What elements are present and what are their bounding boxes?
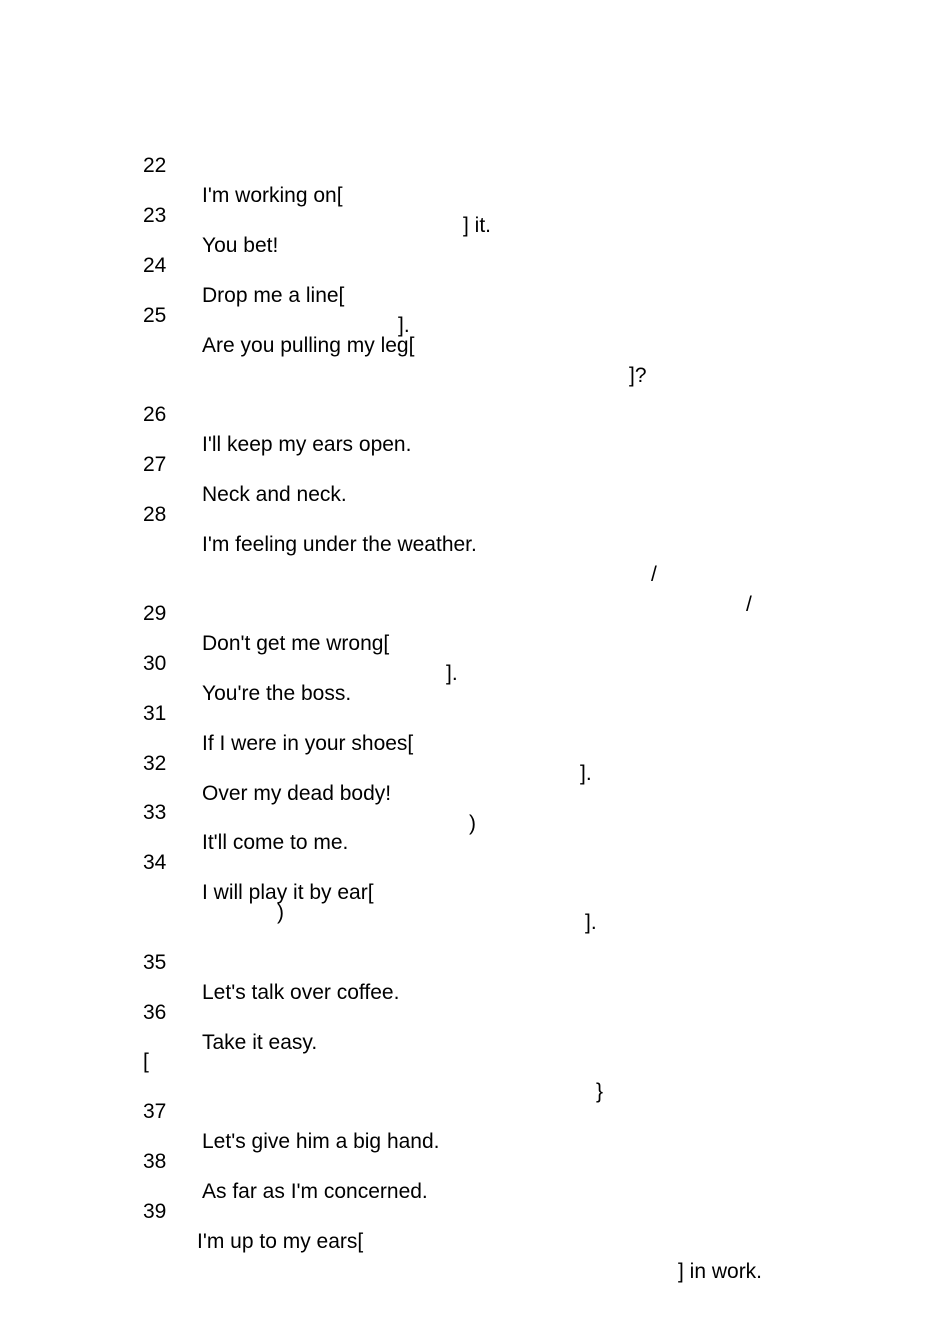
item-tail: ].: [446, 662, 458, 685]
item-text: I'm feeling under the weather.: [202, 533, 477, 556]
list-item: [0, 968, 950, 1054]
item-number: 29: [143, 602, 167, 625]
list-item: [0, 768, 950, 854]
item-number: 31: [143, 702, 167, 725]
item-text: Let's give him a big hand.: [202, 1130, 440, 1153]
continuation-line: [0, 868, 950, 924]
item-number: 38: [143, 1150, 167, 1173]
item-tail: ]?: [629, 364, 647, 387]
item-text: Over my dead body!: [202, 782, 392, 805]
item-text: Don't get me wrong[: [202, 632, 390, 655]
note-open-bracket: [: [143, 1050, 149, 1073]
item-text: If I were in your shoes[: [202, 732, 414, 755]
note-line: [0, 1017, 950, 1103]
item-tail: ] in work.: [678, 1260, 763, 1283]
item-number: 32: [143, 752, 167, 775]
item-text: It'll come to me.: [202, 831, 349, 854]
note-close-brace: }: [596, 1080, 604, 1103]
item-text: Drop me a line[: [202, 284, 345, 307]
item-tail: ].: [580, 762, 592, 785]
item-tail: ] it.: [463, 214, 492, 237]
item-number: 23: [143, 204, 167, 227]
item-text: Neck and neck.: [202, 483, 347, 506]
list-item: [0, 370, 950, 456]
item-number: 27: [143, 453, 167, 476]
item-number: 28: [143, 503, 167, 526]
item-number: 37: [143, 1100, 167, 1123]
list-item: [0, 1117, 950, 1203]
item-number: 30: [143, 652, 167, 675]
item-continuation: ): [277, 901, 284, 924]
list-item: [0, 271, 950, 387]
item-number: 39: [143, 1200, 167, 1223]
item-number: 24: [143, 254, 167, 277]
item-tail: ].: [398, 314, 410, 337]
item-number: 22: [143, 154, 167, 177]
item-number: 26: [143, 403, 167, 426]
item-text: I'm up to my ears[: [197, 1230, 364, 1253]
slash-mark: /: [651, 563, 657, 586]
item-text: You bet!: [202, 234, 279, 257]
item-number: 35: [143, 951, 167, 974]
item-number: 33: [143, 801, 167, 824]
list-item: [0, 1067, 950, 1153]
list-item: [0, 1167, 950, 1283]
item-tail: ): [469, 812, 476, 835]
item-text: Take it easy.: [202, 1031, 318, 1054]
list-item: [0, 619, 950, 705]
item-number: 25: [143, 304, 167, 327]
item-text: As far as I'm concerned.: [202, 1180, 428, 1203]
item-text: Are you pulling my leg[: [202, 334, 415, 357]
list-item: [0, 420, 950, 506]
item-text: I'll keep my ears open.: [202, 433, 412, 456]
list-item: [0, 918, 950, 1004]
slash-mark: /: [746, 593, 752, 616]
item-text: Let's talk over coffee.: [202, 981, 400, 1004]
item-text: I'm working on[: [202, 184, 343, 207]
item-tail: ].: [585, 911, 597, 934]
item-number: 34: [143, 851, 167, 874]
item-number: 36: [143, 1001, 167, 1024]
item-text: I will play it by ear[: [202, 881, 374, 904]
list-item: [0, 818, 950, 934]
item-text: You're the boss.: [202, 682, 352, 705]
